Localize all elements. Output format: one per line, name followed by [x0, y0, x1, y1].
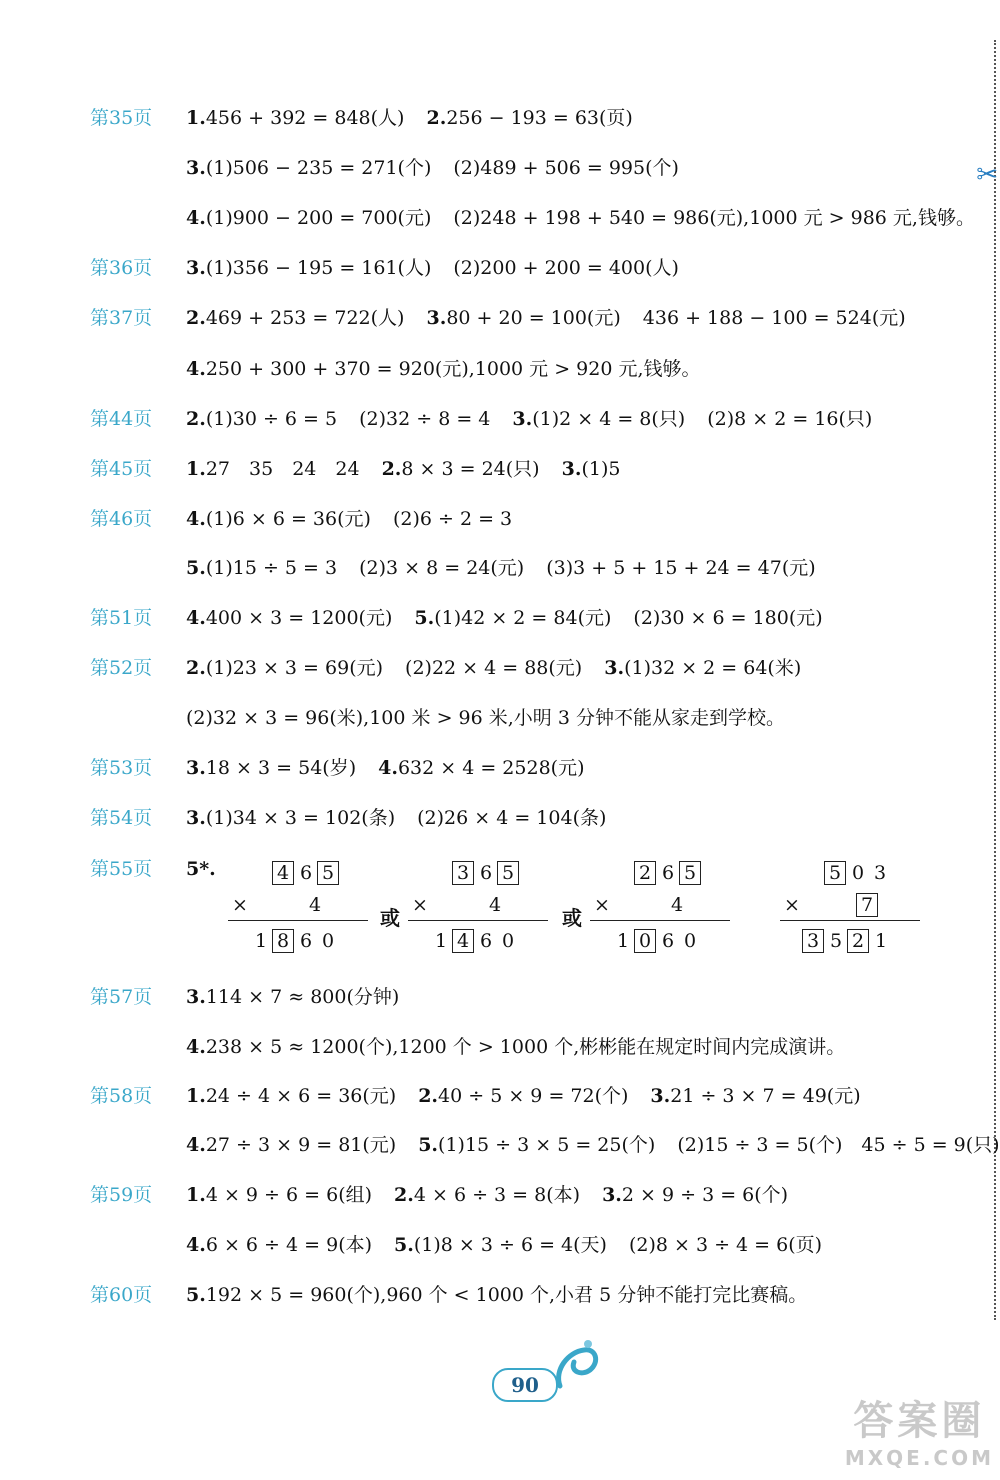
answer-box: 2: [847, 929, 869, 953]
answer-text: 114 × 7 ≈ 800(分钟): [205, 986, 400, 1008]
answer-text: (2)8 × 2 = 16(只): [707, 408, 873, 430]
digit: 4: [488, 894, 502, 916]
answer-item: [186, 1035, 845, 1059]
times-sign: ×: [232, 894, 248, 916]
page-label: 第37页: [90, 307, 153, 329]
answer-item: [418, 1084, 628, 1108]
answer-line: [186, 1133, 1000, 1157]
question-number: 3.: [561, 458, 582, 480]
question-number: 5.: [394, 1234, 414, 1256]
product-row: [802, 928, 892, 954]
answer-line: [186, 156, 679, 180]
answer-text: (2)15 ÷ 3 = 5(个) 45 ÷ 5 = 9(只): [677, 1134, 1000, 1156]
product-row: [612, 928, 701, 954]
answer-box: 0: [634, 929, 656, 953]
page-label: 第51页: [90, 607, 153, 629]
question-number: 4.: [186, 207, 206, 229]
answer-text: (1)900 − 200 = 700(元): [205, 207, 432, 229]
answer-text: (3)3 + 5 + 15 + 24 = 47(元): [546, 557, 816, 579]
answer-text: 400 × 3 = 1200(元): [205, 607, 393, 629]
answer-item: [633, 606, 822, 630]
question-number: 3.: [186, 257, 206, 279]
or-label: 或: [380, 906, 400, 930]
digit: 4: [308, 894, 322, 916]
answer-text: (1)2 × 4 = 8(只): [532, 408, 686, 430]
answer-text: 6 × 6 ÷ 4 = 9(本): [205, 1234, 373, 1256]
answer-item: [186, 206, 431, 230]
times-sign: ×: [412, 894, 428, 916]
question-number: 5.: [418, 1134, 439, 1156]
answer-text: (2)8 × 3 ÷ 4 = 6(页): [628, 1234, 823, 1256]
question-number: 3.: [602, 1184, 622, 1206]
answer-text: (2)22 × 4 = 88(元): [405, 657, 583, 679]
question-number: 3.: [650, 1085, 671, 1107]
answer-text: (1)356 − 195 = 161(人): [205, 257, 432, 279]
answer-item: [546, 556, 815, 580]
answer-text: (2)248 + 198 + 540 = 986(元),1000 元 > 986 元,钱够。: [453, 207, 975, 229]
question-number: 3.: [426, 307, 447, 329]
answer-item: [418, 1133, 655, 1157]
answer-text: (1)23 × 3 = 69(元): [205, 657, 384, 679]
digit: 0: [501, 930, 515, 952]
question-number: 3.: [604, 657, 625, 679]
answer-item: [186, 306, 404, 330]
answer-line: [186, 656, 801, 680]
answer-text: (1)30 ÷ 6 = 5: [205, 408, 338, 430]
answer-box: 4: [452, 929, 474, 953]
answer-text: 632 × 4 = 2528(元): [397, 757, 585, 779]
answer-text: 456 + 392 = 848(人): [205, 107, 405, 129]
question-number: 2.: [186, 657, 206, 679]
answer-text: (2)489 + 506 = 995(个): [453, 157, 679, 179]
answer-item: [186, 806, 395, 830]
digit: 3: [873, 862, 887, 884]
answer-text: 8 × 3 = 24(只): [401, 458, 540, 480]
question-number: 2.: [186, 408, 206, 430]
multiplicand-row: [452, 860, 520, 886]
or-label: 或: [562, 906, 582, 930]
answer-item: [562, 457, 621, 481]
answer-text: (2)3 × 8 = 24(元): [359, 557, 525, 579]
page-label: 第44页: [90, 408, 153, 430]
answer-line: [186, 857, 216, 881]
question-number: 5.: [186, 1284, 206, 1306]
answer-item: [186, 1283, 807, 1307]
answer-text: (2)200 + 200 = 400(人): [453, 257, 679, 279]
swirl-decoration-icon: [552, 1334, 602, 1394]
answer-item: [186, 507, 371, 531]
question-number: 2.: [418, 1085, 439, 1107]
answer-item: [186, 457, 360, 481]
answer-item: [186, 256, 431, 280]
calculation-rule: [590, 920, 730, 921]
question-number: 3.: [186, 757, 206, 779]
answer-item: [453, 156, 679, 180]
answer-item: [414, 606, 611, 630]
answer-item: [186, 985, 399, 1009]
page-number: 90: [492, 1368, 558, 1402]
question-number: 4.: [378, 757, 398, 779]
answer-item: [643, 306, 906, 330]
page-label: 第54页: [90, 807, 153, 829]
answer-box: 5: [679, 861, 701, 885]
answer-box: 7: [856, 893, 878, 917]
calculation-rule: [228, 920, 368, 921]
question-number: 4.: [186, 508, 206, 530]
digit: 0: [851, 862, 865, 884]
multiplier-row: [594, 892, 688, 918]
answer-text: (1)6 × 6 = 36(元): [205, 508, 371, 530]
multiplier-row: [784, 892, 879, 918]
question-number: 4.: [186, 607, 206, 629]
cut-line: [994, 40, 996, 1320]
answer-text: 2 × 9 ÷ 3 = 6(个): [621, 1184, 789, 1206]
answer-item: [186, 706, 785, 730]
digit: 6: [299, 930, 313, 952]
answer-box: 5: [317, 861, 339, 885]
answer-item: [359, 556, 524, 580]
multiplier-row: [412, 892, 506, 918]
answer-text: (2)6 ÷ 2 = 3: [392, 508, 513, 530]
answer-text: (1)15 ÷ 3 × 5 = 25(个): [438, 1134, 656, 1156]
page-label: 第53页: [90, 757, 153, 779]
answer-text: (1)32 × 2 = 64(米): [624, 657, 802, 679]
multiplicand-row: [634, 860, 702, 886]
answer-text: (1)5: [581, 458, 621, 480]
answer-item: [186, 656, 383, 680]
answer-item: [650, 1084, 860, 1108]
question-number: 4.: [186, 1036, 206, 1058]
answer-line: [186, 1283, 807, 1307]
question-number: 4.: [186, 358, 206, 380]
answer-item: [186, 1233, 372, 1257]
page-label: 第58页: [90, 1085, 153, 1107]
answer-item: [426, 306, 620, 330]
answer-item: [186, 1084, 396, 1108]
answer-line: [186, 407, 872, 431]
answer-line: [186, 985, 399, 1009]
answer-line: [186, 1183, 788, 1207]
page-label: 第60页: [90, 1284, 153, 1306]
answer-text: (2)32 × 3 = 96(米),100 米 > 96 米,小明 3 分钟不能从家走到学校。: [186, 707, 785, 729]
digit: 1: [616, 930, 630, 952]
answer-text: (1)15 ÷ 5 = 3: [205, 557, 338, 579]
multiplicand-row: [824, 860, 891, 886]
question-number: 4.: [186, 1234, 206, 1256]
answer-item: [186, 156, 431, 180]
answer-line: [186, 106, 633, 130]
question-number: 2.: [381, 458, 402, 480]
answer-text: (1)34 × 3 = 102(条): [205, 807, 396, 829]
answer-text: 24 ÷ 4 × 6 = 36(元): [205, 1085, 397, 1107]
question-number: 2.: [394, 1184, 414, 1206]
answer-line: [186, 457, 620, 481]
answer-box: 3: [802, 929, 824, 953]
digit: 0: [321, 930, 335, 952]
answer-item: [417, 806, 606, 830]
answer-item: [394, 1183, 580, 1207]
question-number: 3.: [186, 986, 206, 1008]
page-label: 第52页: [90, 657, 153, 679]
answer-text: 27 35 24 24: [205, 458, 360, 480]
answer-item: [186, 606, 392, 630]
multiplicand-row: [272, 860, 340, 886]
question-number: 5.: [414, 607, 435, 629]
answer-line: [186, 706, 785, 730]
answer-text: (1)8 × 3 ÷ 6 = 4(天): [413, 1234, 607, 1256]
question-number: 1.: [186, 458, 206, 480]
question-number: 3.: [186, 807, 206, 829]
answer-text: 21 ÷ 3 × 7 = 49(元): [670, 1085, 861, 1107]
question-number: 1.: [186, 1184, 206, 1206]
answer-item: [426, 106, 632, 130]
answer-box: 2: [634, 861, 656, 885]
digit: 6: [479, 930, 493, 952]
digit: 6: [661, 930, 675, 952]
question-number: 5.: [186, 557, 206, 579]
answer-text: 436 + 188 − 100 = 524(元): [642, 307, 906, 329]
answer-item: [405, 656, 582, 680]
answer-line: [186, 507, 512, 531]
answer-item: [186, 357, 701, 381]
scissors-icon: ✂: [976, 160, 998, 190]
answer-text: (2)26 × 4 = 104(条): [417, 807, 607, 829]
answer-item: [629, 1233, 822, 1257]
answer-item: [378, 756, 584, 780]
answer-item: [512, 407, 685, 431]
page-label: 第45页: [90, 458, 153, 480]
digit: 6: [299, 862, 313, 884]
page-label: 第46页: [90, 508, 153, 530]
digit: 1: [874, 930, 888, 952]
answer-item: [453, 256, 679, 280]
answer-text: 250 + 300 + 370 = 920(元),1000 元 > 920 元,钱够。: [205, 358, 701, 380]
answer-box: 5: [497, 861, 519, 885]
answer-text: (2)30 × 6 = 180(元): [633, 607, 823, 629]
answer-item: [359, 407, 490, 431]
times-sign: ×: [784, 894, 800, 916]
answer-box: 3: [452, 861, 474, 885]
question-number: 3.: [512, 408, 533, 430]
page-label: 第59页: [90, 1184, 153, 1206]
answer-item: [186, 407, 337, 431]
question-number: 3.: [186, 157, 206, 179]
answer-text: 469 + 253 = 722(人): [205, 307, 405, 329]
answer-item: [602, 1183, 788, 1207]
product-row: [430, 928, 519, 954]
answer-line: [186, 556, 816, 580]
answer-box: 4: [272, 861, 294, 885]
answer-item: [186, 756, 356, 780]
page-label: 第57页: [90, 986, 153, 1008]
times-sign: ×: [594, 894, 610, 916]
watermark: 答案圈 MXQE.COM: [844, 1398, 994, 1470]
answer-item: [453, 206, 975, 230]
answer-line: [186, 306, 906, 330]
question-number: 4.: [186, 1134, 206, 1156]
answer-item: [186, 1183, 372, 1207]
answer-item: [186, 106, 404, 130]
digit: 1: [434, 930, 448, 952]
answer-item: [707, 407, 872, 431]
answer-item: [382, 457, 540, 481]
answer-text: 238 × 5 ≈ 1200(个),1200 个 > 1000 个,彬彬能在规定时间内完成演讲。: [205, 1036, 846, 1058]
digit: 1: [254, 930, 268, 952]
answer-box: 5: [824, 861, 846, 885]
digit: 4: [670, 894, 684, 916]
answer-line: [186, 606, 823, 630]
answer-text: 4 × 9 ÷ 6 = 6(组): [205, 1184, 373, 1206]
answer-line: [186, 1233, 822, 1257]
calculation-rule: [780, 920, 920, 921]
answer-text: 192 × 5 = 960(个),960 个 < 1000 个,小君 5 分钟不能打完比赛稿。: [205, 1284, 808, 1306]
question-number: 1.: [186, 107, 206, 129]
page-label: 第36页: [90, 257, 153, 279]
product-row: [250, 928, 339, 954]
digit: 6: [661, 862, 675, 884]
answer-text: 4 × 6 ÷ 3 = 8(本): [413, 1184, 581, 1206]
digit: 5: [829, 930, 843, 952]
digit: 0: [683, 930, 697, 952]
answer-line: [186, 256, 679, 280]
page-label: 第55页: [90, 858, 153, 880]
answer-text: (1)506 − 235 = 271(个): [205, 157, 432, 179]
answer-item: [394, 1233, 607, 1257]
answer-box: 8: [272, 929, 294, 953]
answer-line: [186, 1084, 861, 1108]
answer-line: [186, 357, 701, 381]
answer-text: (2)32 ÷ 8 = 4: [359, 408, 491, 430]
multiplier-row: [232, 892, 326, 918]
question-number: 2.: [426, 107, 447, 129]
answer-line: [186, 206, 975, 230]
digit: 6: [479, 862, 493, 884]
answer-item: [677, 1133, 999, 1157]
answer-text: 80 + 20 = 100(元): [446, 307, 621, 329]
answer-text: (1)42 × 2 = 84(元): [434, 607, 612, 629]
answer-line: [186, 806, 606, 830]
answer-text: 256 − 193 = 63(页): [446, 107, 633, 129]
answer-item: [186, 1133, 396, 1157]
answer-item: [393, 507, 512, 531]
answer-text: 40 ÷ 5 × 9 = 72(个): [438, 1085, 629, 1107]
answer-line: [186, 1035, 845, 1059]
answer-text: 18 × 3 = 54(岁): [205, 757, 357, 779]
answer-item: [186, 556, 337, 580]
question-number: 2.: [186, 307, 206, 329]
question-number: 1.: [186, 1085, 206, 1107]
answer-text: 27 ÷ 3 × 9 = 81(元): [205, 1134, 397, 1156]
answer-line: [186, 756, 584, 780]
answer-item: [186, 857, 216, 881]
answer-item: [604, 656, 801, 680]
page-label: 第35页: [90, 107, 153, 129]
calculation-rule: [408, 920, 548, 921]
question-number: 5*.: [186, 858, 216, 880]
